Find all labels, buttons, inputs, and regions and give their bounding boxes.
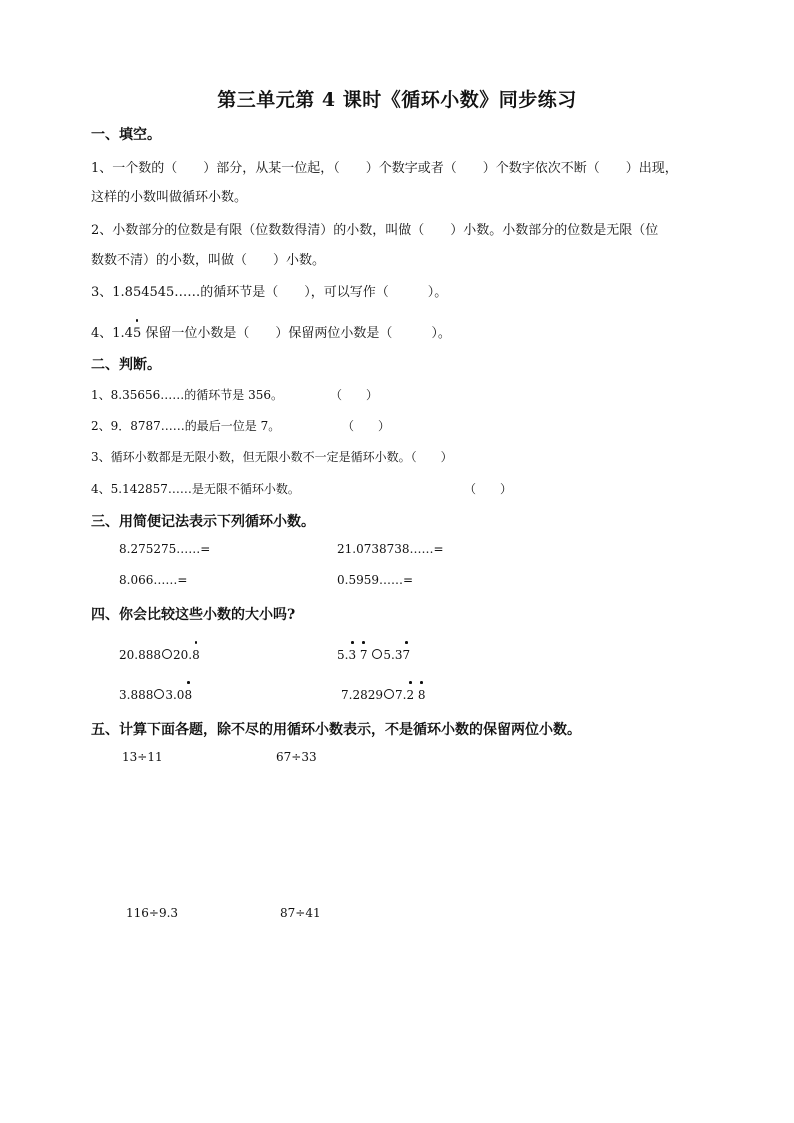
calc-item-4: 87÷41 — [280, 906, 321, 920]
judge-q2-parens: （ ） — [342, 419, 391, 433]
compare-item-1 — [119, 648, 200, 662]
compare-1-left: 20.888 — [119, 648, 161, 662]
notation-item-2: 21.0738738……= — [337, 542, 444, 556]
compare-3-left: 3.888 — [119, 688, 154, 702]
fill-q1-line2: 这样的小数叫做循环小数。 — [91, 190, 248, 205]
section-5-heading: 五、计算下面各题，除不尽的用循环小数表示，不是循环小数的保留两位小数。 — [91, 722, 581, 738]
compare-item-3 — [119, 688, 192, 702]
compare-1-right-part: 20. — [173, 648, 193, 662]
section-2-heading: 二、判断。 — [91, 357, 161, 373]
compare-4-left: 7.2829 — [341, 688, 383, 702]
judge-q4: 4、5.142857……是无限不循环小数。 — [91, 482, 300, 496]
fill-q4-suffix: 保留一位小数是（ ）保留两位小数是（ ）。 — [141, 326, 451, 341]
fill-q2-line1: 2、小数部分的位数是有限（位数数得清）的小数，叫做（ ）小数。小数部分的位数是无限（位 — [91, 223, 659, 238]
fill-q2-line2: 数数不清）的小数，叫做（ ）小数。 — [91, 253, 326, 268]
fill-q4-prefix: 4、1.4 — [91, 326, 133, 341]
calc-item-1: 13÷11 — [122, 750, 163, 764]
judge-q2: 2、9．8787……的最后一位是 7。 — [91, 419, 281, 433]
notation-item-4: 0.5959……= — [337, 573, 414, 587]
judge-q4-parens: （ ） — [464, 482, 513, 496]
compare-3-right-part: 3.0 — [165, 688, 185, 702]
compare-2-left-repeat-start: 3 — [348, 648, 357, 662]
compare-circle[interactable] — [154, 689, 164, 699]
compare-1-right-repeating-digit: 8 — [192, 648, 200, 662]
fill-q3: 3、1.854545……的循环节是（ ），可以写作（ ）。 — [91, 285, 448, 300]
compare-3-right-repeating-digit: 8 — [184, 688, 193, 702]
compare-circle[interactable] — [384, 689, 394, 699]
compare-4-right-part: 7. — [395, 688, 407, 702]
judge-q1: 1、8.35656……的循环节是 356。 — [91, 388, 283, 402]
notation-item-1: 8.275275……= — [119, 542, 211, 556]
compare-2-left-repeat-end: 7 — [359, 648, 368, 662]
compare-2-right-part: 5.3 — [383, 648, 403, 662]
fill-q1-line1: 1、一个数的（ ）部分，从某一位起，（ ）个数字或者（ ）个数字依次不断（ ）出现， — [91, 161, 678, 176]
fill-q4-repeating-digit: 5 — [132, 326, 142, 341]
compare-4-right-repeat-end: 8 — [417, 688, 426, 702]
calc-item-2: 67÷33 — [276, 750, 317, 764]
compare-circle[interactable] — [372, 649, 382, 659]
compare-item-2 — [337, 648, 410, 662]
compare-4-right-repeat-start: 2 — [406, 688, 415, 702]
compare-2-right-repeating-digit: 7 — [402, 648, 411, 662]
judge-q1-parens: （ ） — [330, 388, 379, 402]
section-1-heading: 一、填空。 — [91, 127, 161, 143]
section-3-heading: 三、用简便记法表示下列循环小数。 — [91, 514, 315, 530]
calc-item-3: 116÷9.3 — [126, 906, 179, 920]
compare-circle[interactable] — [162, 649, 172, 659]
judge-q3: 3、循环小数都是无限小数，但无限小数不一定是循环小数。（ ） — [91, 450, 453, 464]
section-4-heading: 四、你会比较这些小数的大小吗? — [91, 607, 296, 623]
page-title: 第三单元第 4 课时《循环小数》同步练习 — [217, 89, 577, 111]
compare-item-4 — [341, 688, 426, 702]
notation-item-3: 8.066……= — [119, 573, 188, 587]
compare-2-left-part: 5. — [337, 648, 349, 662]
fill-q4 — [91, 322, 451, 341]
